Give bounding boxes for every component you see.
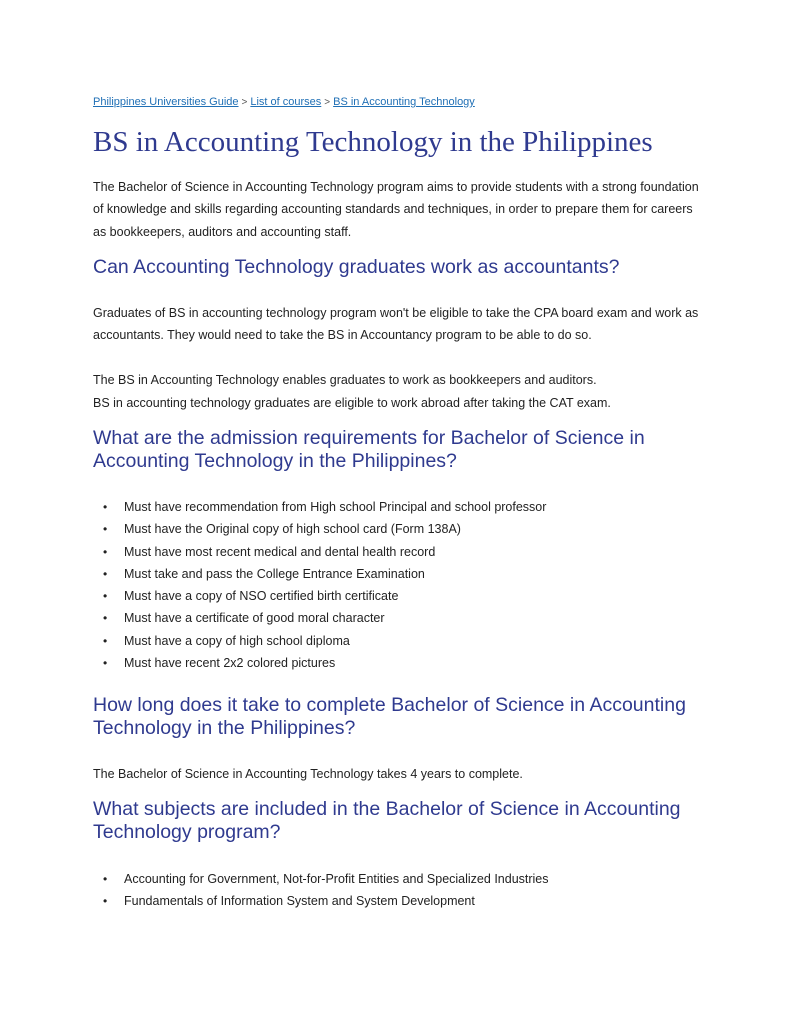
intro-paragraph: The Bachelor of Science in Accounting Technology program aims to provide students with a strong foundation of knowledge and skills regarding accounting standards and techniques, in order to prepare them for careers as bookkeepers, auditors and accounting staff. [93,180,699,239]
section-heading-subjects: What subjects are included in the Bachelor of Science in Accounting Technology program? [93,798,681,843]
section1-paragraph-3: BS in accounting technology graduates are eligible to work abroad after taking the CAT exam. [93,396,611,410]
breadcrumb-link-universities-guide[interactable]: Philippines Universities Guide [93,96,239,108]
list-item: • Must have a copy of NSO certified birth certificate [93,585,693,607]
breadcrumb-link-list-of-courses[interactable]: List of courses [250,96,322,108]
list-item: • Must take and pass the College Entrance Examination [93,563,693,585]
section-heading-accountants: Can Accounting Technology graduates work as accountants? [93,256,620,278]
section-heading-duration: How long does it take to complete Bachelor of Science in Accounting Technology in the Philippines? [93,694,686,739]
list-item: • Must have the Original copy of high school card (Form 138A) [93,518,693,540]
list-item: • Fundamentals of Information System and System Development [93,890,693,912]
breadcrumb-separator: > [241,97,248,108]
breadcrumb-link-current-course[interactable]: BS in Accounting Technology [333,96,475,108]
list-item: • Accounting for Government, Not-for-Profit Entities and Specialized Industries [93,868,693,890]
page-title: BS in Accounting Technology in the Philippines [93,126,653,158]
list-item: • Must have most recent medical and dental health record [93,541,693,563]
section1-paragraph-2: The BS in Accounting Technology enables graduates to work as bookkeepers and auditors. [93,373,597,387]
list-item: • Must have recommendation from High school Principal and school professor [93,496,693,518]
section1-paragraph-1: Graduates of BS in accounting technology program won't be eligible to take the CPA board exam and work as accountants. They would need to take the BS in Accountancy program to be able to do so. [93,306,699,343]
admission-requirements-list [93,496,693,674]
section-heading-admission-requirements: What are the admission requirements for Bachelor of Science in Accounting Technology in the Philippines? [93,427,645,472]
subjects-list [93,868,693,913]
breadcrumb-separator: > [324,97,331,108]
list-item: • Must have a copy of high school diploma [93,630,693,652]
list-item: • Must have recent 2x2 colored pictures [93,652,693,674]
list-item: • Must have a certificate of good moral character [93,607,693,629]
breadcrumb [93,96,475,108]
section3-paragraph: The Bachelor of Science in Accounting Technology takes 4 years to complete. [93,767,523,781]
